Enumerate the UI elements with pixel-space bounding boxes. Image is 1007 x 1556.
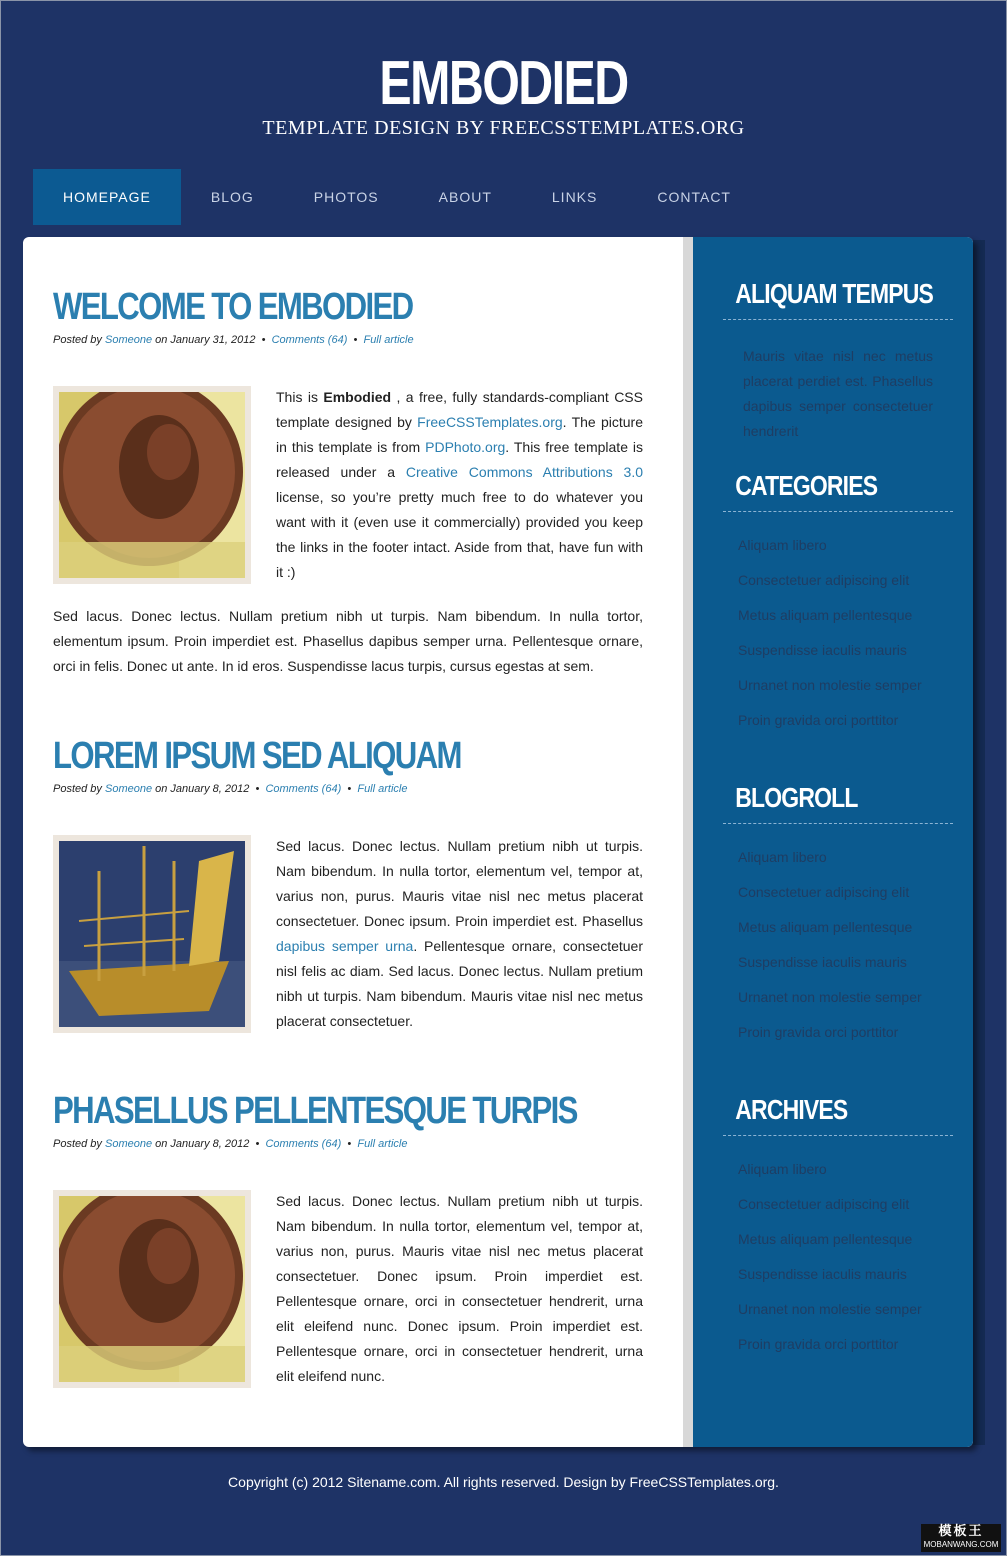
meta-separator: •: [261, 334, 266, 346]
meta-separator: •: [255, 783, 260, 795]
list-item[interactable]: Urnanet non molestie semper: [738, 989, 922, 1005]
list-item[interactable]: Proin gravida orci porttitor: [738, 712, 899, 728]
archives-list: [723, 1136, 953, 1368]
meta-date: on January 8, 2012: [155, 1138, 250, 1150]
meta-comments-link[interactable]: Comments (64): [271, 334, 348, 346]
sidebar-categories: [723, 467, 953, 744]
meta-author-link[interactable]: Someone: [104, 1138, 153, 1150]
post-title[interactable]: LOREM IPSUM SED ALIQUAM: [53, 735, 461, 777]
meta-separator: •: [353, 334, 358, 346]
sidebar-title: ALIQUAM TEMPUS: [735, 278, 934, 309]
post-thumbnail[interactable]: [53, 386, 251, 584]
penny-coin-image: [59, 1196, 245, 1382]
list-item[interactable]: Suspendisse iaculis mauris: [738, 642, 907, 658]
menu-item-homepage[interactable]: HOMEPAGE: [33, 169, 181, 225]
menu-item-photos[interactable]: PHOTOS: [313, 189, 379, 205]
list-item[interactable]: Aliquam libero: [738, 537, 827, 553]
post-body: Sed lacus. Donec lectus. Nullam pretium nibh ut turpis. Nam bibendum. In nulla tortor, elementum vel, tempor at, varius non, purus. Mauris vitae nisl nec metus placerat consectetuer. Donec ipsum. Proin imperdiet est. Pellentesque ornare, orci in consectetuer hendrerit, urna elit eleifend nunc. Donec ipsum. Proin imperdiet est. Pellentesque ornare, orci in consectetuer hendrerit, urna elit eleifend nunc.: [276, 1193, 643, 1384]
menu-item-contact[interactable]: CONTACT: [657, 189, 731, 205]
body-text: license, so you’re pretty much free to do whatever you want with it (even use it commercially) provided you keep the links in the footer intact. Aside from that, have fun with it :): [276, 489, 643, 580]
post-phasellus: [53, 1089, 645, 1384]
list-item[interactable]: Urnanet non molestie semper: [738, 677, 922, 693]
watermark-line2: MOBANWANG.COM: [923, 1540, 999, 1549]
meta-posted-by: Posted by: [53, 1138, 102, 1150]
body-text: Sed lacus. Donec lectus. Nullam pretium nibh ut turpis. Nam bibendum. In nulla tortor, elementum vel, tempor at, varius non, purus. Mauris vitae nisl nec metus placerat consectetuer. Donec ipsum. Proin imperdiet est. Phasellus: [276, 838, 643, 929]
meta-posted-by: Posted by: [53, 783, 102, 795]
body-text: . This free template is released under a: [276, 439, 644, 480]
watermark-badge: [921, 1524, 1001, 1552]
meta-date: on January 31, 2012: [155, 334, 256, 346]
categories-list: [723, 512, 953, 744]
list-item[interactable]: Consectetuer adipiscing elit: [738, 1196, 910, 1212]
watermark-line1: 模板王: [938, 1523, 984, 1538]
post-meta: [53, 333, 645, 347]
meta-separator: •: [255, 1138, 260, 1150]
list-item[interactable]: Aliquam libero: [738, 1161, 827, 1177]
body-text: This is: [276, 389, 324, 405]
list-item[interactable]: Metus aliquam pellentesque: [738, 919, 913, 935]
post-thumbnail[interactable]: [53, 835, 251, 1033]
sidebar-title: ARCHIVES: [735, 1094, 848, 1125]
body-text: . The picture in this template is from: [276, 414, 644, 455]
site-footer: Copyright (c) 2012 Sitename.com. All rights reserved. Design by FreeCSSTemplates.org.: [228, 1474, 779, 1490]
dapibus-semper-link[interactable]: dapibus semper urna: [276, 938, 414, 954]
menu-item-blog[interactable]: BLOG: [210, 189, 254, 205]
meta-author-link[interactable]: Someone: [104, 334, 153, 346]
meta-full-article-link[interactable]: Full article: [363, 334, 414, 346]
list-item[interactable]: Suspendisse iaculis mauris: [738, 1266, 907, 1282]
list-item[interactable]: Urnanet non molestie semper: [738, 1301, 922, 1317]
body-text: , a free, fully standards-compliant CSS template designed by: [276, 389, 643, 430]
meta-full-article-link[interactable]: Full article: [357, 783, 408, 795]
post-welcome: [53, 285, 645, 674]
sidebar-title: CATEGORIES: [735, 470, 878, 501]
meta-separator: •: [347, 783, 352, 795]
sidebar-title: BLOGROLL: [735, 782, 858, 813]
post-body: [276, 385, 643, 585]
sidebar-blogroll: [723, 779, 953, 1056]
sidebar-shadow-edge: [973, 240, 985, 1445]
post-meta: [53, 1137, 645, 1151]
pdphoto-link[interactable]: PDPhoto.org: [425, 439, 506, 455]
golden-ship-image: [59, 841, 245, 1027]
site-subtitle: TEMPLATE DESIGN BY FREECSSTEMPLATES.ORG: [262, 117, 745, 139]
list-item[interactable]: Metus aliquam pellentesque: [738, 1231, 913, 1247]
meta-author-link[interactable]: Someone: [104, 783, 153, 795]
menu-item-links[interactable]: LINKS: [551, 189, 598, 205]
main-menu: [33, 169, 761, 225]
meta-comments-link[interactable]: Comments (64): [265, 1138, 342, 1150]
list-item[interactable]: Proin gravida orci porttitor: [738, 1024, 899, 1040]
sidebar-aliquam-tempus: [723, 275, 953, 444]
sidebar-archives: [723, 1091, 953, 1368]
penny-coin-image: [59, 392, 245, 578]
post-meta: [53, 782, 645, 796]
list-item[interactable]: Consectetuer adipiscing elit: [738, 572, 910, 588]
post-body: [276, 834, 643, 1034]
post-thumbnail[interactable]: [53, 1190, 251, 1388]
post-title[interactable]: PHASELLUS PELLENTESQUE TURPIS: [53, 1090, 577, 1132]
sidebar: [693, 237, 973, 1447]
meta-separator: •: [347, 1138, 352, 1150]
list-item[interactable]: Proin gravida orci porttitor: [738, 1336, 899, 1352]
meta-posted-by: Posted by: [53, 334, 102, 346]
blogroll-list: [723, 824, 953, 1056]
meta-date: on January 8, 2012: [155, 783, 250, 795]
post-lorem-ipsum: [53, 734, 645, 1029]
meta-comments-link[interactable]: Comments (64): [265, 783, 342, 795]
menu-item-about[interactable]: ABOUT: [438, 189, 492, 205]
list-item[interactable]: Aliquam libero: [738, 849, 827, 865]
creative-commons-link[interactable]: Creative Commons Attributions 3.0: [405, 464, 643, 480]
site-logo-title[interactable]: EMBODIED: [379, 49, 628, 118]
column-divider: [683, 237, 693, 1447]
post-title[interactable]: WELCOME TO EMBODIED: [53, 286, 413, 328]
post-extra-paragraph: Sed lacus. Donec lectus. Nullam pretium nibh ut turpis. Nam bibendum. In nulla tortor, elementum ipsum. Proin imperdiet est. Phasellus dapibus semper urna. Pellentesque ornare, orci in felis. Donec ut ante. In id eros. Suspendisse lacus turpis, cursus egestas at sem.: [53, 608, 643, 674]
sidebar-text: Mauris vitae nisl nec metus placerat perdiet est. Phasellus dapibus semper consectetuer hendrerit: [743, 348, 933, 439]
content-wrapper: [23, 237, 973, 1447]
body-bold: Embodied: [323, 389, 392, 405]
freecsstemplates-link[interactable]: FreeCSSTemplates.org: [417, 414, 563, 430]
list-item[interactable]: Metus aliquam pellentesque: [738, 607, 913, 623]
list-item[interactable]: Consectetuer adipiscing elit: [738, 884, 910, 900]
body-text: . Pellentesque ornare, consectetuer nisl felis ac diam. Sed lacus. Donec lectus. Nullam pretium nibh ut turpis. Nam bibendum. Mauris vitae nisl nec metus placerat consectetuer.: [276, 938, 644, 1029]
meta-full-article-link[interactable]: Full article: [357, 1138, 408, 1150]
list-item[interactable]: Suspendisse iaculis mauris: [738, 954, 907, 970]
